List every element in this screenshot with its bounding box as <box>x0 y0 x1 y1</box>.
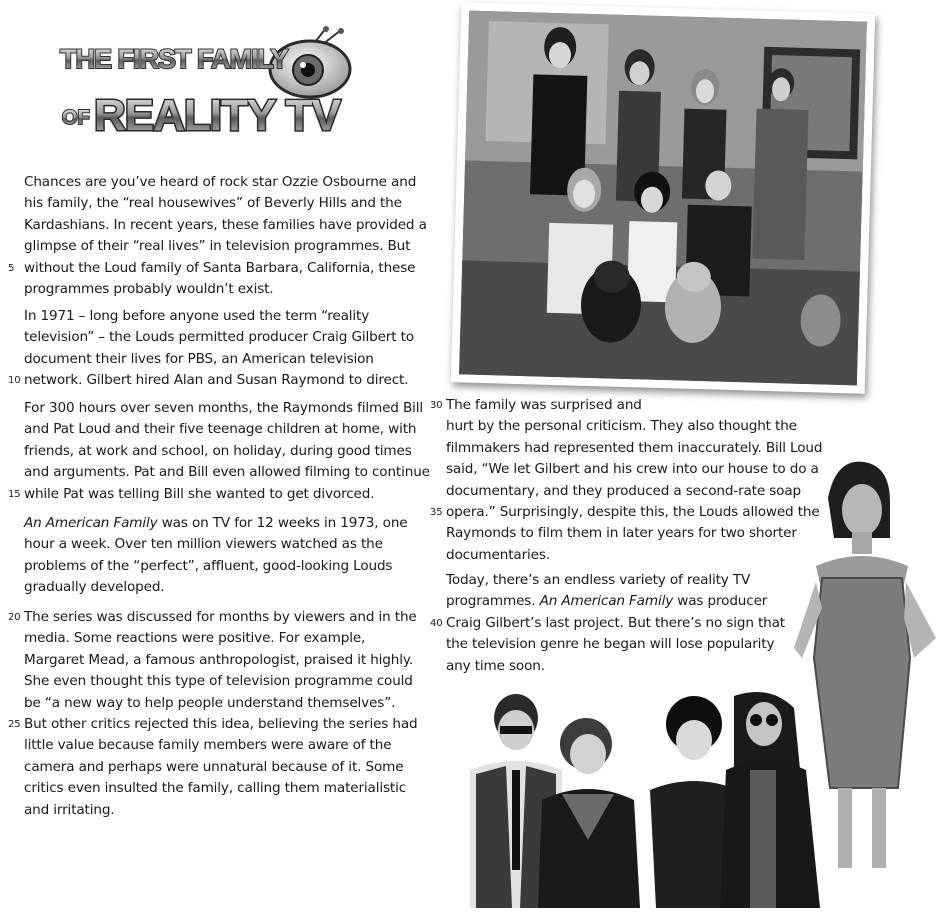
text-line <box>24 327 414 348</box>
text-line <box>24 236 427 257</box>
logo-line2: REALITY TV <box>94 91 340 140</box>
logo-graphic <box>56 26 366 144</box>
text-segment: programmes. <box>446 593 540 610</box>
paragraph-7 <box>430 570 785 677</box>
text-line <box>446 656 785 677</box>
text-segment: hour a week. Over ten million viewers watched as the <box>24 536 383 553</box>
line-number: 20 <box>8 612 21 623</box>
text-segment: programmes probably wouldn’t exist. <box>24 281 274 298</box>
text-segment: documentary, and they produced a second-rate soap <box>446 482 802 499</box>
text-segment: critics even insulted the family, calling them materialistic <box>24 780 407 797</box>
text-segment: while Pat was telling Bill she wanted to get divorced. <box>24 485 375 502</box>
text-line <box>24 172 427 193</box>
text-segment: She even thought this type of television programme could <box>24 673 413 690</box>
text-line <box>430 613 785 634</box>
text-segment: Today, there’s an endless variety of reality TV <box>446 572 751 588</box>
line-number: 35 <box>430 507 443 519</box>
text-segment: Kardashians. In recent years, these families have provided a <box>24 216 427 233</box>
paragraph-5 <box>8 607 418 821</box>
text-line <box>24 650 418 671</box>
logo-line1: THE FIRST FAMILY <box>60 44 288 74</box>
text-line <box>8 258 427 279</box>
text-segment: document their lives for PBS, an American television <box>24 350 374 367</box>
text-segment: the television genre he began will lose popularity <box>446 636 775 653</box>
text-line <box>24 419 430 440</box>
text-segment: without the Loud family of Santa Barbara, California, these <box>24 259 416 276</box>
line-number: 5 <box>8 262 15 274</box>
text-segment: The family was surprised and <box>446 397 642 413</box>
text-line <box>24 778 418 799</box>
text-segment: and irritating. <box>24 801 115 818</box>
text-line <box>446 459 822 480</box>
paragraph-3 <box>8 398 430 505</box>
text-line <box>24 398 430 419</box>
logo-prefix: OF <box>62 107 90 129</box>
text-segment: hurt by the personal criticism. They also thought the <box>446 418 797 435</box>
text-line <box>446 416 822 437</box>
paragraph-2 <box>8 306 414 392</box>
text-line <box>24 534 408 555</box>
text-segment: and arguments. Pat and Bill even allowed filming to continue <box>24 464 430 481</box>
text-segment: The series was discussed for months by viewers and in the <box>24 609 417 625</box>
text-line <box>24 800 418 821</box>
text-segment: But other critics rejected this idea, believing the series had <box>24 716 418 733</box>
text-line <box>8 607 418 628</box>
text-segment: gradually developed. <box>24 579 165 596</box>
text-line <box>24 349 414 370</box>
line-number: 10 <box>8 375 21 387</box>
paragraph-6 <box>430 395 823 566</box>
text-segment: any time soon. <box>446 657 545 674</box>
text-segment: his family, the “real housewives” of Beverly Hills and the <box>24 195 402 212</box>
text-segment: problems of the “perfect”, affluent, good-looking Louds <box>24 557 393 574</box>
loud-family-photo <box>451 2 875 393</box>
text-segment: opera.” Surprisingly, despite this, the Louds allowed the <box>446 504 820 521</box>
text-segment: media. Some reactions were positive. For example, <box>24 630 366 647</box>
text-segment: Margaret Mead, a famous anthropologist, praised it highly. <box>24 651 413 668</box>
text-segment: be “a new way to help people understand themselves”. <box>24 694 396 711</box>
paragraph-4 <box>24 513 408 599</box>
text-segment: Chances are you’ve heard of rock star Ozzie Osbourne and <box>24 174 417 190</box>
text-line <box>446 570 785 591</box>
text-line <box>24 462 430 483</box>
text-line <box>430 502 822 523</box>
text-line <box>24 693 418 714</box>
programme-title: An American Family <box>24 515 158 531</box>
text-segment: network. Gilbert hired Alan and Susan Raymond to direct. <box>24 372 409 389</box>
text-line <box>24 193 427 214</box>
text-segment: was producer <box>673 593 768 610</box>
text-line <box>24 628 418 649</box>
paragraph-1 <box>8 172 427 300</box>
line-number: 15 <box>8 488 21 500</box>
text-line <box>24 279 427 300</box>
text-line <box>24 215 427 236</box>
text-line <box>446 523 822 544</box>
text-segment: For 300 hours over seven months, the Raymonds filmed Bill <box>24 400 423 416</box>
text-line <box>446 591 785 612</box>
text-segment: glimpse of their “real lives” in television programmes. But <box>24 238 411 255</box>
celebrity-cutout-family <box>450 690 820 908</box>
text-line <box>24 513 408 534</box>
text-segment: friends, at work and school, on holiday, during good times <box>24 442 412 459</box>
text-line <box>24 735 418 756</box>
line-number: 30 <box>430 400 443 411</box>
text-segment: camera and perhaps were unnatural because of it. Some <box>24 758 404 775</box>
text-line <box>430 395 822 416</box>
text-line <box>446 634 785 655</box>
text-line <box>24 306 414 327</box>
family-photo-image <box>459 11 867 386</box>
text-line <box>24 577 408 598</box>
text-segment: said, “We let Gilbert and his crew into our house to do a <box>446 461 819 478</box>
text-line <box>446 545 822 566</box>
text-line <box>24 556 408 577</box>
text-line <box>446 438 822 459</box>
text-line <box>24 671 418 692</box>
text-segment: documentaries. <box>446 546 550 563</box>
text-segment: Raymonds to film them in later years for two shorter <box>446 525 797 542</box>
line-number: 40 <box>430 617 443 629</box>
text-segment: and Pat Loud and their five teenage children at home, with <box>24 421 417 438</box>
text-line <box>24 757 418 778</box>
text-segment: In 1971 – long before anyone used the term “reality <box>24 308 370 324</box>
text-segment: television” – the Louds permitted producer Craig Gilbert to <box>24 329 414 346</box>
text-line <box>446 481 822 502</box>
text-line <box>8 484 430 505</box>
text-line <box>8 370 414 391</box>
programme-title: An American Family <box>539 593 674 610</box>
article-logo <box>56 26 366 144</box>
text-segment: little value because family members were aware of the <box>24 737 392 754</box>
text-line <box>24 441 430 462</box>
text-line <box>8 714 418 735</box>
line-number: 25 <box>8 719 21 731</box>
text-segment: Craig Gilbert’s last project. But there’s no sign that <box>446 614 785 631</box>
text-segment: filmmakers had represented them inaccurately. Bill Loud <box>446 439 823 456</box>
text-segment: was on TV for 12 weeks in 1973, one <box>157 515 408 531</box>
